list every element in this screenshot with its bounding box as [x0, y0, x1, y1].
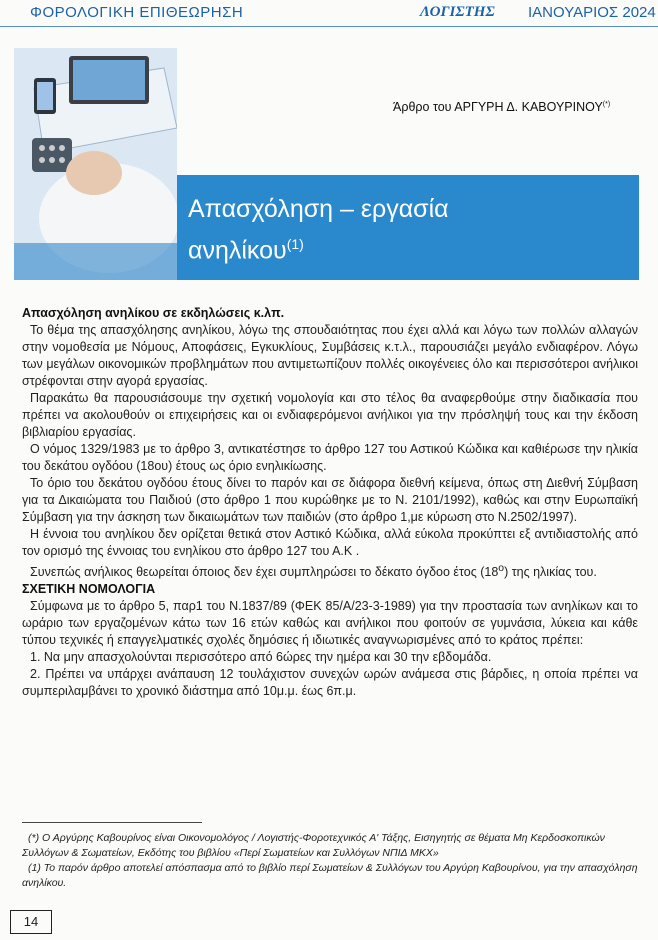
running-header: [0, 0, 658, 27]
byline-text: Άρθρο του ΑΡΓΥΡΗ Δ. ΚΑΒΟΥΡΙΝΟΥ: [393, 100, 603, 114]
footnote: (*) Ο Αργύρης Καβουρίνος είναι Οικονομολόγος / Λογιστής-Φοροτεχνικός Α' Τάξης, Εισηγητής σε θέματα Μη Κερδοσκοπικών Συλλόγων & Σωματείων, Εκδότης του βιβλίου «Περί Σωματείων και Συλλόγων ΝΠΙΔ ΜΚΧ»: [22, 832, 605, 859]
paragraph: Παρακάτω θα παρουσιάσουμε την σχετική νομολογία και στο τέλος θα αναφερθούμε στην διαδικασία που πρέπει να ακολουθούν οι επιχειρήσεις και οι ενδιαφερόμενοι ανήλικοι για την πρόσληψή τους και την έκδοση βιβλιαρίου εργασίας.: [22, 391, 638, 439]
section-heading: Απασχόληση ανηλίκου σε εκδηλώσεις κ.λπ.: [22, 306, 285, 320]
magazine-logo: ΛΟΓΙΣΤΗΣ: [420, 4, 495, 20]
list-item: 2. Πρέπει να υπάρχει ανάπαυση 12 τουλάχιστον συνεχών ωρών ανάμεσα στις βάρδιες, η οποία πρέπει να συμπεριλαμβάνει το χρονικό διάστημα από 10μ.μ. έως 6π.μ.: [22, 667, 638, 699]
list-item: 1. Να μην απασχολούνται περισσότερο από 6ώρες την ημέρα και 30 την εβδομάδα.: [30, 650, 492, 665]
title-footnote-marker: (1): [286, 236, 304, 252]
footnotes: [22, 831, 638, 891]
article-body: [22, 305, 638, 700]
article-title: [188, 192, 628, 268]
page-number: 14: [10, 910, 52, 934]
footnote-divider: [22, 822, 202, 823]
title-line-2: ανηλίκου: [188, 236, 287, 265]
superscript: ο: [498, 563, 505, 574]
issue-date: ΙΑΝΟΥΑΡΙΟΣ 2024: [528, 4, 656, 21]
paragraph: Το όριο του δεκάτου ογδόου έτους δίνει το παρόν και σε διάφορα διεθνή κείμενα, όπως στη Διεθνή Σύμβαση για τα Δικαιώματα του Παιδιού (στο άρθρο 1 που κυρώθηκε με το Ν. 2101/1992), καθώς και στην Ευρωπαϊκή Σύμβαση για την άσκηση των δικαιωμάτων των παιδιών (στο άρθρο 1,με κύρωση στο Ν.2502/1997).: [22, 476, 638, 524]
paragraph-text: Συνεπώς ανήλικος θεωρείται όποιος δεν έχει συμπληρώσει το δέκατο όγδοο έτος (18: [30, 565, 499, 580]
title-line-1: Απασχόληση – εργασία: [188, 195, 449, 223]
footnote: (1) Το παρόν άρθρο αποτελεί απόσπασμα από το βιβλίο περί Σωματείων & Συλλόγων του Αργύρη Καβουρίνου, για την απασχόληση ανηλίκου.: [22, 862, 638, 889]
paragraph: Η έννοια του ανηλίκου δεν ορίζεται θετικά στον Αστικό Κώδικα, αλλά εύκολα προκύπτει εξ αντιδιαστολής από τον ορισμό της έννοιας του ενηλίκου στο άρθρο 127 του Α.Κ .: [22, 527, 638, 558]
paragraph: Σύμφωνα με το άρθρο 5, παρ1 του Ν.1837/89 (ΦΕΚ 85/Α/23-3-1989) για την προστασία των ανηλίκων και το ωράριο των εργαζομένων κάτω των 16 ετών καθώς και ανήλικοι που φοιτούν σε γυμνάσια, λύκεια και κάθε τύπου τεχνικές ή επαγγελματικές σχολές δημόσιες ή ιδιωτικές αναγνωρισμένες από το κράτος πρέπει:: [22, 599, 638, 648]
section-title: ΦΟΡΟΛΟΓΙΚΗ ΕΠΙΘΕΩΡΗΣΗ: [30, 4, 244, 21]
paragraph-text: ) της ηλικίας του.: [504, 565, 597, 580]
article-photo: [14, 48, 177, 280]
paragraph: Το θέμα της απασχόλησης ανηλίκου, λόγω της σπουδαιότητας που έχει αλλά και λόγω των πολλών αλλαγών στην νομοθεσία με Νόμους, Αποφάσεις, Εγκυκλίους, Συμβάσεις κ.τ.λ., παρουσιάζει μεγάλο ενδιαφέρον. Λόγω των μεγάλων οικονομικών προβλημάτων που αντιμετωπίζουν πολλές οικογένειες όλο και περισσότεροι ανήλικοι στρέφονται στην αγορά εργασίας.: [22, 323, 638, 388]
paragraph: [22, 560, 638, 581]
article-byline: [393, 100, 610, 114]
paragraph: Ο νόμος 1329/1983 με το άρθρο 3, αντικατέστησε το άρθρο 127 του Αστικού Κώδικα και καθιέρωσε την ηλικία του δεκάτου ογδόου (18ου) έτους ως όριο ενηλικίωσης.: [22, 442, 638, 473]
byline-footnote-marker: (*): [602, 100, 611, 108]
laptop-desk-illustration: [14, 48, 177, 280]
section-heading: ΣΧΕΤΙΚΗ ΝΟΜΟΛΟΓΙΑ: [22, 582, 156, 597]
